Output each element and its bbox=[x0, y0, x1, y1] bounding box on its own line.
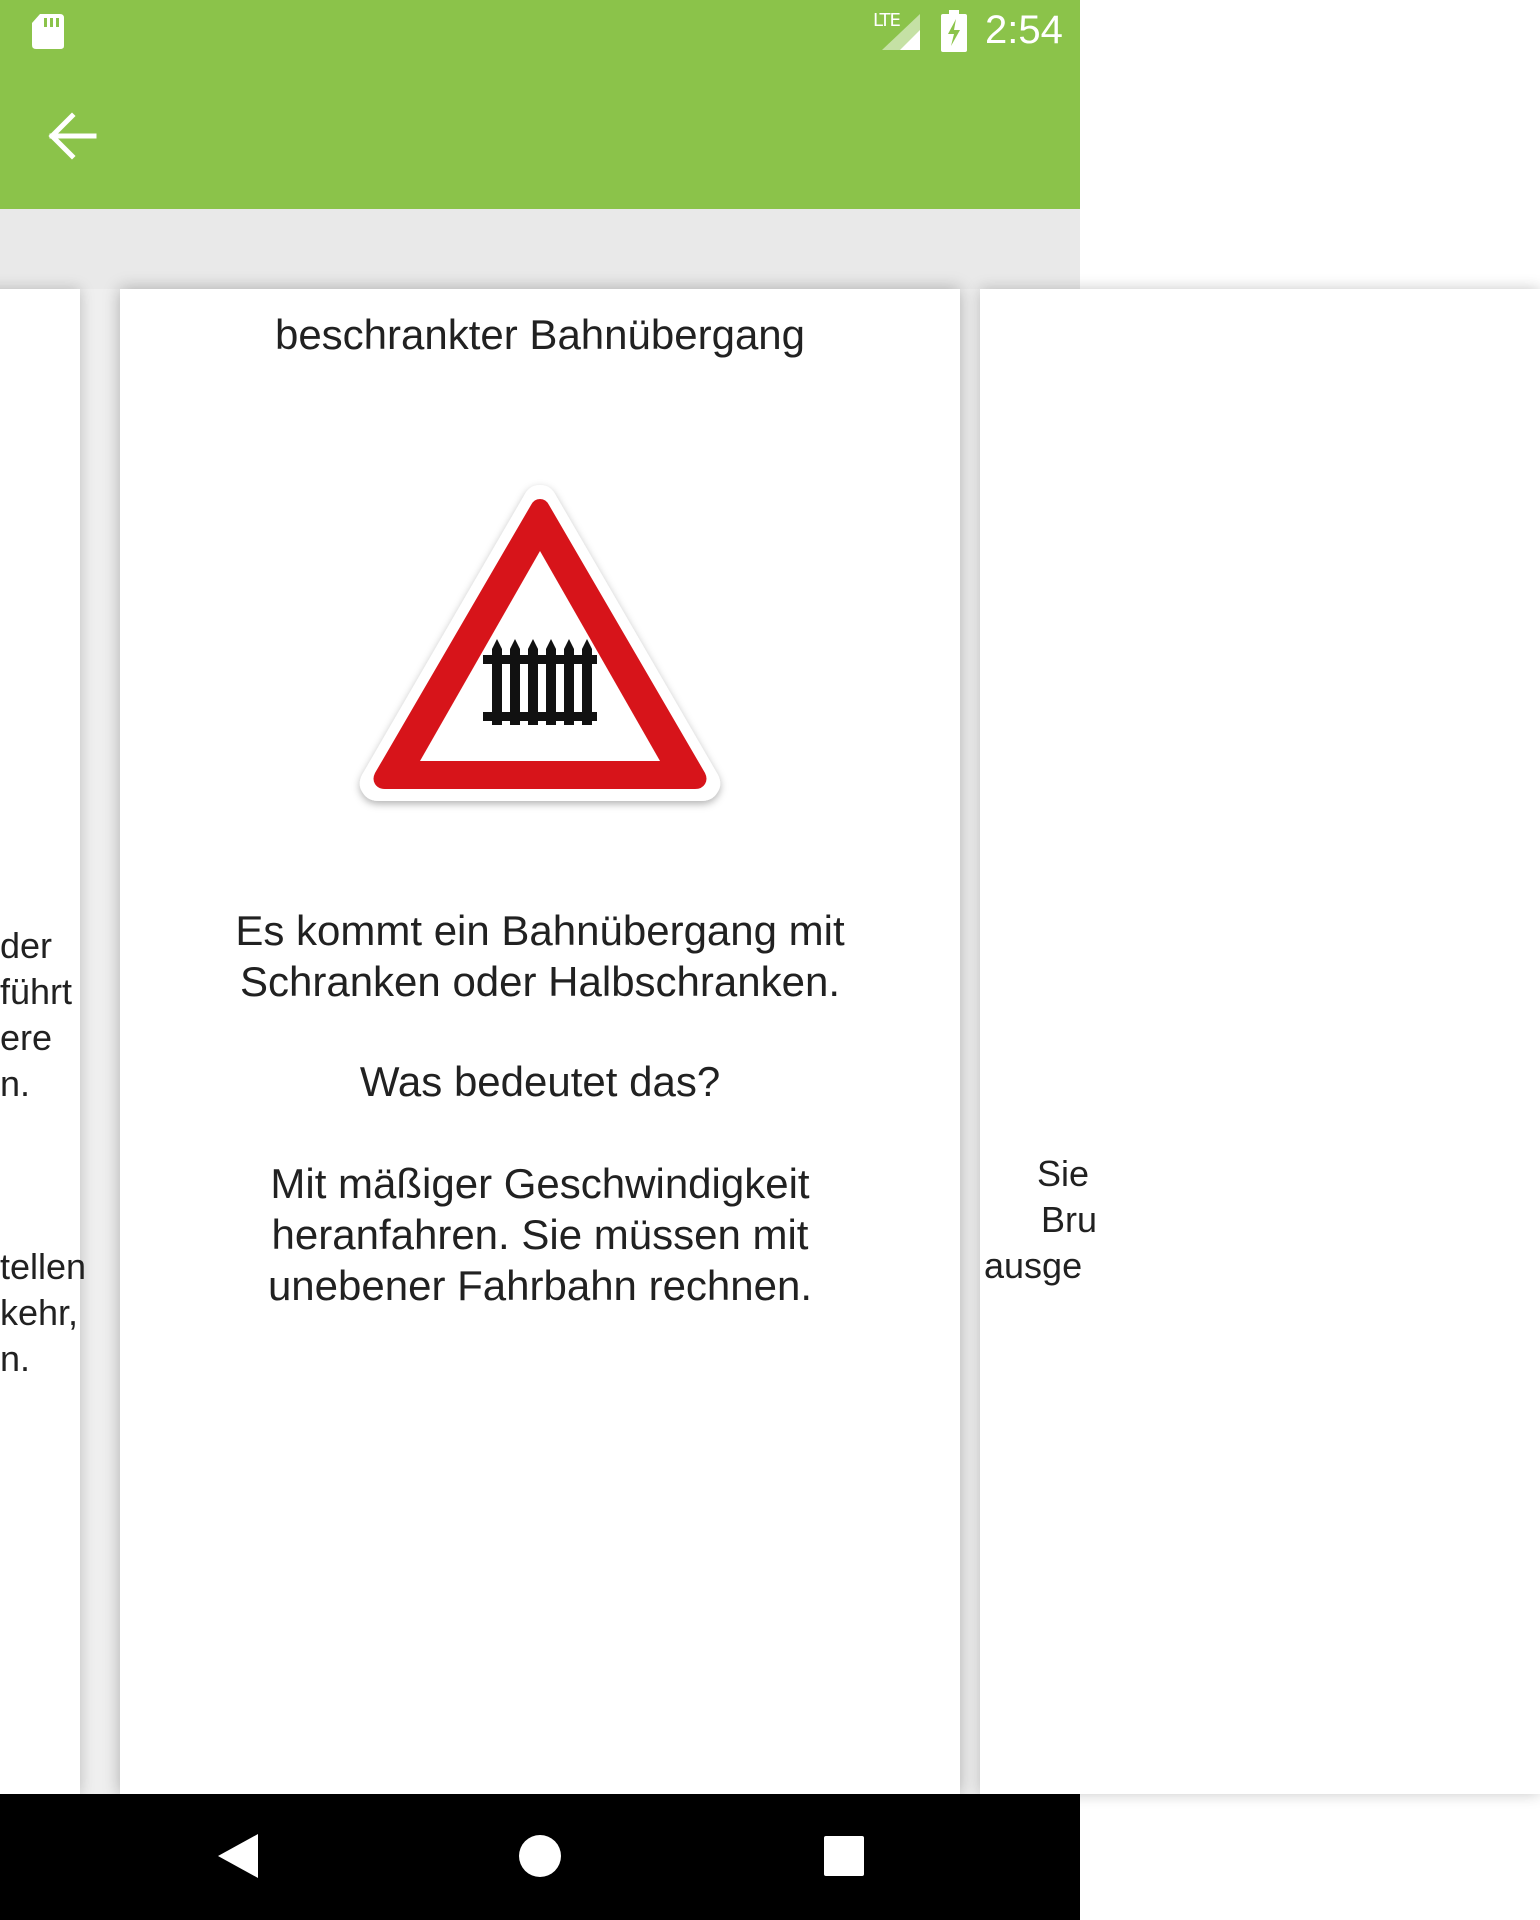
card-question: Was bedeutet das? bbox=[359, 1058, 721, 1105]
previous-card-text: n. bbox=[0, 1338, 31, 1379]
previous-card[interactable] bbox=[0, 289, 87, 1794]
previous-card-text: kehr, bbox=[0, 1292, 79, 1333]
network-type: LTE bbox=[873, 10, 900, 31]
sd-card-icon bbox=[30, 12, 66, 50]
next-card-text: Bru bbox=[1041, 1199, 1098, 1240]
card-description-line: Schranken oder Halbschranken. bbox=[239, 958, 841, 1005]
previous-card-text: ere bbox=[0, 1017, 53, 1058]
card-description bbox=[120, 905, 960, 1007]
next-card[interactable] bbox=[980, 289, 1540, 1794]
home-circle-icon[interactable] bbox=[510, 1826, 570, 1886]
card-answer bbox=[120, 1158, 960, 1311]
previous-card-text: der bbox=[0, 925, 53, 966]
card-pager[interactable] bbox=[0, 289, 1098, 1794]
back-button[interactable] bbox=[36, 99, 110, 173]
app-bar bbox=[0, 63, 1080, 209]
next-card-text: Sie bbox=[1037, 1153, 1090, 1194]
battery-charging-icon bbox=[940, 10, 968, 52]
status-time: 2:54 bbox=[985, 8, 1063, 52]
card-title: beschrankter Bahnübergang bbox=[274, 311, 806, 358]
back-triangle-icon[interactable] bbox=[206, 1826, 266, 1886]
card-answer-line: Mit mäßiger Geschwindigkeit bbox=[270, 1160, 810, 1207]
pager-header-strip bbox=[0, 209, 1080, 289]
flashcard[interactable] bbox=[120, 289, 960, 1794]
status-bar bbox=[0, 0, 1080, 63]
card-answer-line: unebener Fahrbahn rechnen. bbox=[267, 1262, 813, 1309]
card-description-line: Es kommt ein Bahnübergang mit bbox=[235, 907, 845, 954]
previous-card-text: führt bbox=[0, 971, 73, 1012]
card-answer-line: heranfahren. Sie müssen mit bbox=[271, 1211, 809, 1258]
previous-card-text: n. bbox=[0, 1063, 31, 1104]
next-card-text: ausge bbox=[984, 1245, 1083, 1286]
recents-square-icon[interactable] bbox=[814, 1826, 874, 1886]
previous-card-text: tellen bbox=[0, 1246, 87, 1287]
arrow-back-icon bbox=[36, 99, 110, 173]
system-nav-bar bbox=[0, 1794, 1080, 1920]
railroad-crossing-sign-icon bbox=[355, 479, 725, 809]
